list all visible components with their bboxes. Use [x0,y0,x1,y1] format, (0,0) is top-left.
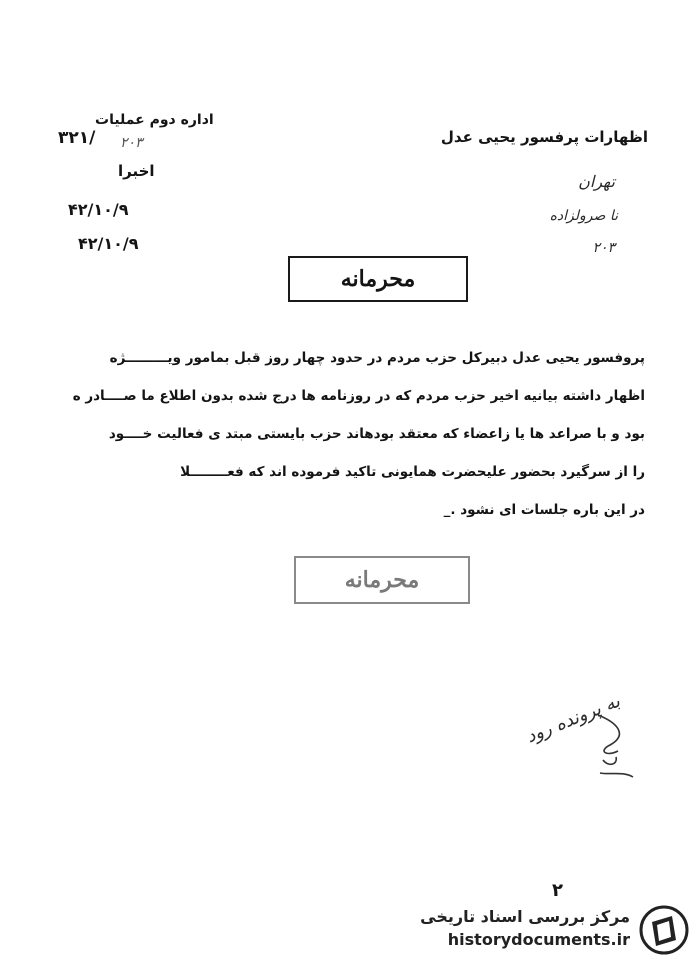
signature-scribble [588,705,648,780]
handwritten-note: نا صرولزاده [549,208,618,224]
body-line-3: بود و با صراعد ها یا زاعضاء که معتقد بودهاند حزب بایستی مبتد ی فعالیت خــــود [108,426,645,442]
signature-note: به پرونده رود [523,690,623,748]
body-line-4: را از سرگیرد بحضور علیحضرت همایونی تاکید فرموده اند که فعــــــــلا [180,464,645,480]
confidential-stamp-top [288,256,468,302]
city-handwritten: تهران [578,172,615,191]
footer-org-name: مرکز بررسی اسناد تاریخی [420,907,630,926]
page-number: ۲ [552,880,563,901]
date-1: ۴۲/۱۰/۹ [68,200,129,219]
reference-number: ۳۲۱/ [58,128,96,148]
handwritten-number: ۲۰۳ [592,240,615,256]
archive-logo-icon [638,904,690,956]
subject-line: اظهارات پرفسور یحیی عدل [440,128,648,146]
footer-website: historydocuments.ir [447,930,630,949]
confidential-stamp-bottom [294,556,470,604]
body-line-5: در این باره جلسات ای نشود ._ [443,502,645,518]
confidential-stamp-top-text: محرمانه [340,266,416,292]
confidential-stamp-bottom-text: محرمانه [344,567,420,593]
body-line-2: اظهار داشته بیانیه اخیر حزب مردم که در روزنامه ها درج شده بدون اطلاع ما صــــادر ه [72,388,645,404]
urgency-label: اخبرا [118,162,155,180]
reference-number-handwritten: ۲۰۳ [120,135,143,151]
department-label: اداره دوم عملیات [95,112,214,128]
body-line-1: پروفسور یحیی عدل دبیرکل حزب مردم در حدود چهار روز قبل بمامور ویـــــــــژه [109,350,645,366]
date-2: ۴۲/۱۰/۹ [78,234,139,253]
